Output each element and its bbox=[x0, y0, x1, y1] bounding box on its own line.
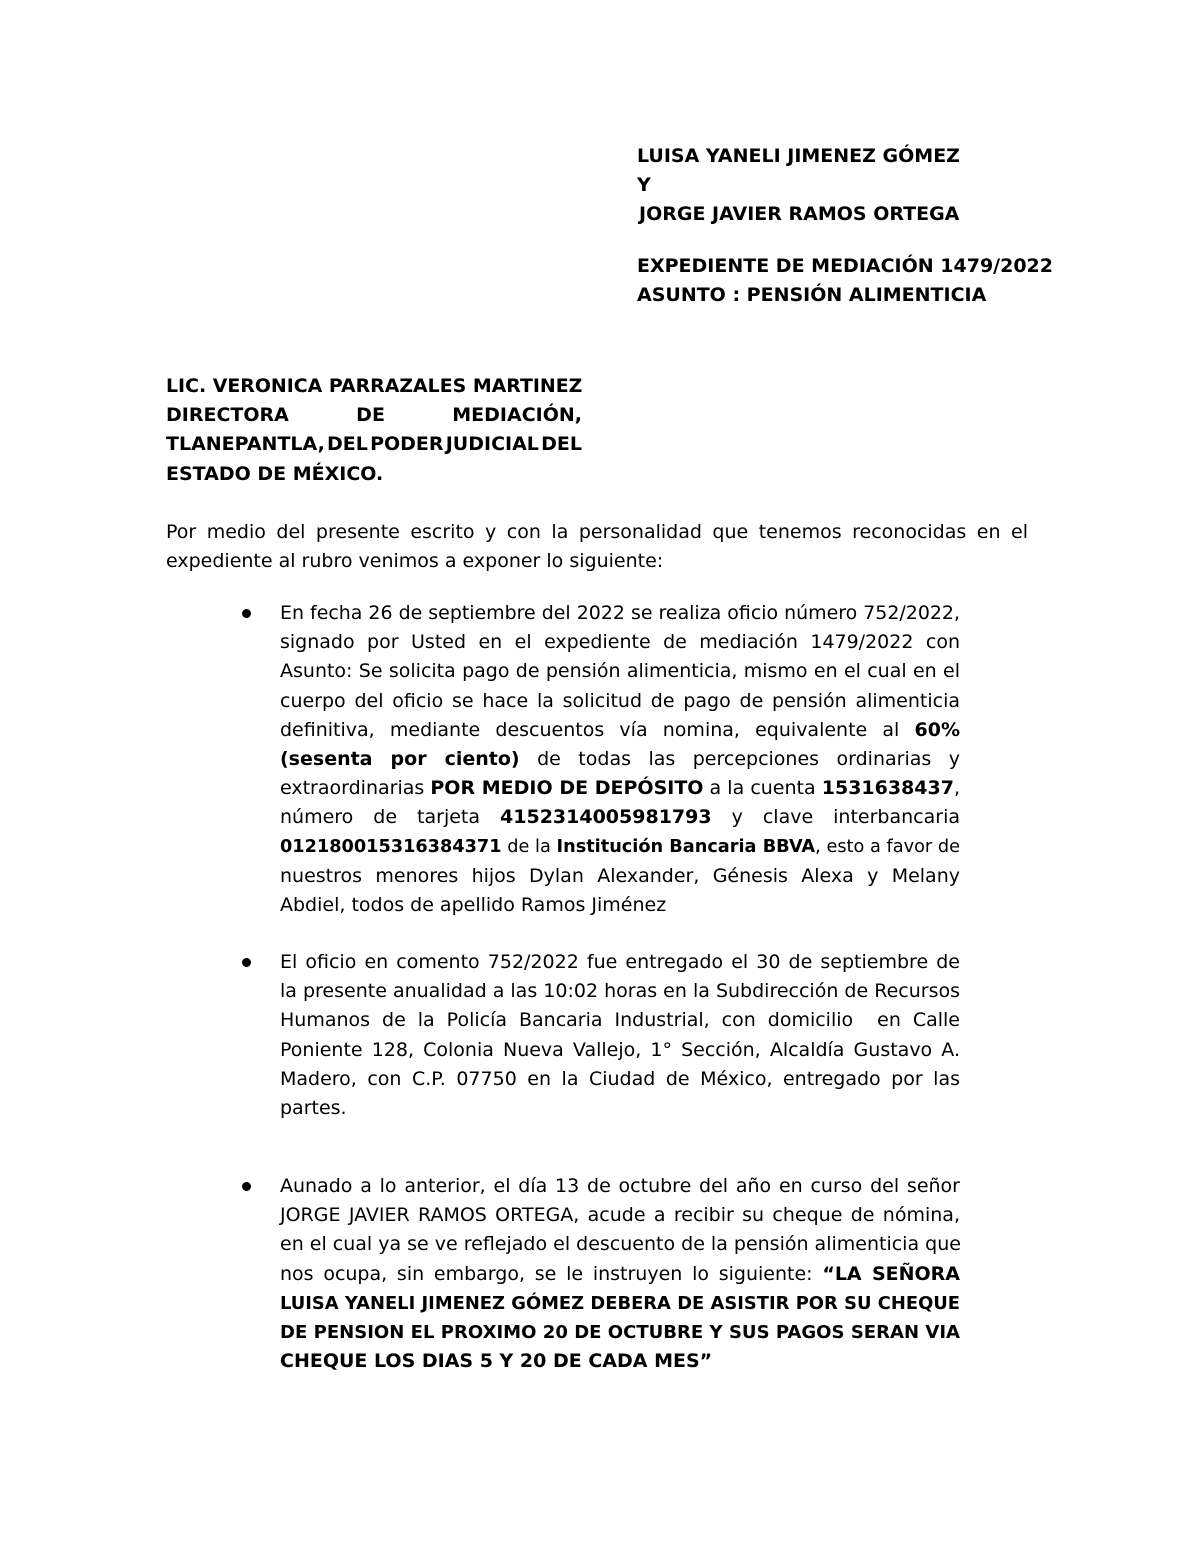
case-subject: ASUNTO : PENSIÓN ALIMENTICIA bbox=[637, 284, 987, 307]
addressee-block bbox=[166, 372, 582, 489]
list-item-entrega: El oficio en comento 752/2022 fue entregado el 30 de septiembre de la presente anualidad a las 10:02 horas en la Subdirección de Recursos Humanos de la Policía Bancaria Industrial, con domicilio en Calle Poniente 128, Colonia Nueva Vallejo, 1° Sección, Alcaldía Gustavo A. Madero, con C.P. 07750 en la Ciudad de México, entregado por las partes. bbox=[280, 948, 960, 1123]
intro-line-1: Por medio del presente escrito y con la personalidad que tenemos reconocidas en el bbox=[166, 521, 1028, 543]
bullet-icon bbox=[242, 609, 251, 618]
party-2: JORGE JAVIER RAMOS ORTEGA bbox=[639, 203, 960, 226]
addressee-state: ESTADO DE MÉXICO. bbox=[166, 462, 384, 485]
party-1: LUISA YANELI JIMENEZ GÓMEZ bbox=[637, 145, 960, 167]
list-item-oficio: En fecha 26 de septiembre del 2022 se realiza oficio número 752/2022, signado por Usted en el expediente de mediación 1479/2022 con Asunto: Se solicita pago de pensión alimenticia, mismo en el cual en el cuerpo del oficio se hace la solicitud de pago de pensión alimenticia definitiva, mediante descuentos vía nomina, equivalente al 60% (sesenta por ciento) de todas las percepciones ordinarias y extraordinarias POR MEDIO DE DEPÓSITO a la cuenta 1531638437, número de tarjeta 4152314005981793 y clave interbancaria 012180015316384371 de la Institución Bancaria BBVA, esto a favor de nuestros menores hijos Dylan Alexander, Génesis Alexa y Melany Abdiel, todos de apellido Ramos Jiménez bbox=[280, 599, 960, 920]
intro-paragraph bbox=[166, 518, 1028, 576]
bullet-icon bbox=[242, 958, 251, 967]
intro-line-2: expediente al rubro venimos a exponer lo siguiente: bbox=[166, 550, 664, 573]
party-conjunction: Y bbox=[637, 174, 651, 197]
case-file-number: EXPEDIENTE DE MEDIACIÓN 1479/2022 bbox=[637, 255, 1053, 277]
case-header bbox=[637, 142, 1157, 230]
list-item-cheque: Aunado a lo anterior, el día 13 de octubre del año en curso del señor JORGE JAVIER RAMOS ORTEGA, acude a recibir su cheque de nómina, en el cual ya se ve reflejado el descuento de la pensión alimenticia que nos ocupa, sin embargo, se le instruyen lo siguiente: “LA SEÑORA LUISA YANELI JIMENEZ GÓMEZ DEBERA DE ASISTIR POR SU CHEQUE DE PENSION EL PROXIMO 20 DE OCTUBRE Y SUS PAGOS SERAN VIA CHEQUE LOS DIAS 5 Y 20 DE CADA MES” bbox=[280, 1172, 960, 1376]
addressee-name: LIC. VERONICA PARRAZALES MARTINEZ bbox=[166, 375, 583, 397]
addressee-office-line: TLANEPANTLA, DEL PODER JUDICIAL DEL bbox=[166, 433, 582, 456]
addressee-title-line: DIRECTORA DE MEDIACIÓN, bbox=[166, 404, 582, 427]
bullet-icon bbox=[242, 1182, 251, 1191]
case-reference bbox=[637, 252, 1177, 310]
